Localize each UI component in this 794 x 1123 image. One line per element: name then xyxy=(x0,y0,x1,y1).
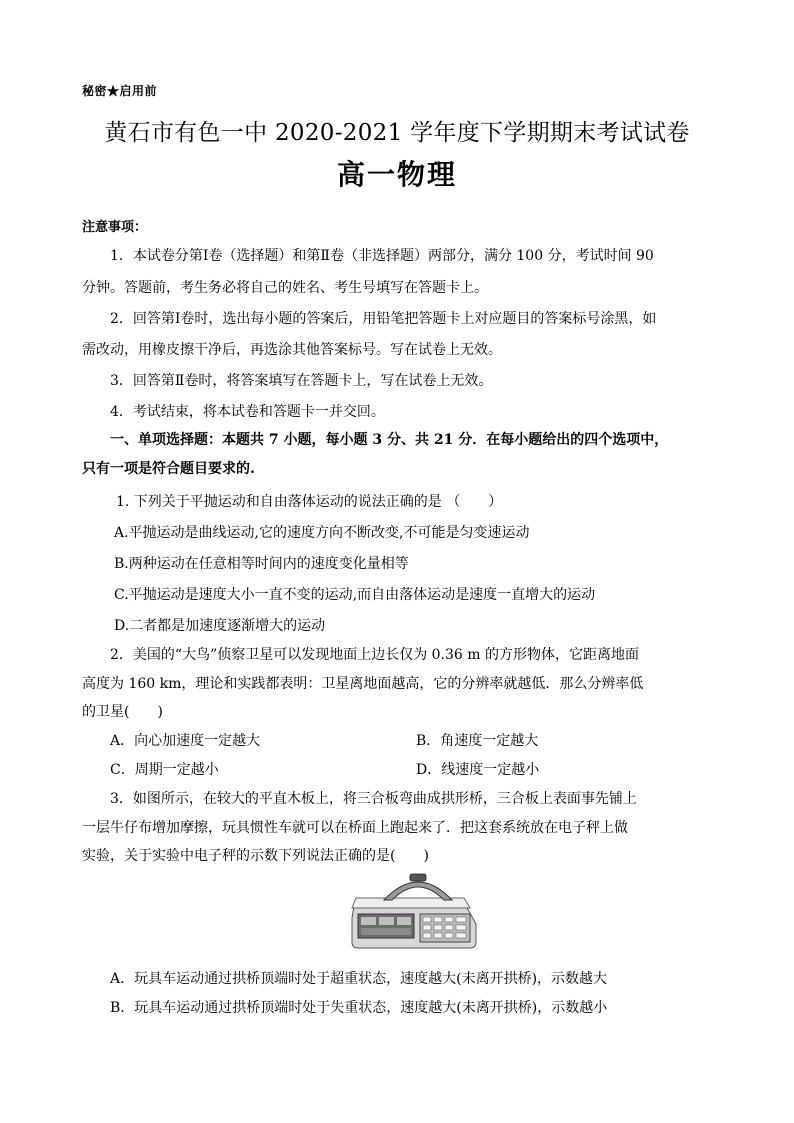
question-1-stem: 1. 下列关于平抛运动和自由落体运动的说法正确的是 （ ） xyxy=(116,494,503,510)
notice-item-4: 4．考试结束，将本试卷和答题卡一并交回。 xyxy=(110,404,385,420)
question-3-line-1: 3．如图所示，在较大的平直木板上，将三合板弯曲成拱形桥，三合板上表面事先铺上 xyxy=(110,791,637,807)
electronic-scale-figure xyxy=(348,868,480,952)
question-2-line-2: 高度为 160 km，理论和实践都表明：卫星离地面越高，它的分辨率就越低．那么分辨率低 xyxy=(82,676,644,692)
question-1-option-c: C.平抛运动是速度大小一直不变的运动,而自由落体运动是速度一直增大的运动 xyxy=(114,587,596,603)
question-2-option-d: D．线速度一定越小 xyxy=(416,762,540,778)
question-2-line-1: 2．美国的“大鸟”侦察卫星可以发现地面上边长仅为 0.36 m 的方形物体，它距离地面 xyxy=(110,647,640,663)
question-3-option-a: A．玩具车运动通过拱桥顶端时处于超重状态，速度越大(未离开拱桥)，示数越大 xyxy=(110,971,608,987)
notice-item-1-line-1: 1．本试卷分第Ⅰ卷（选择题）和第Ⅱ卷（非选择题）两部分，满分 100 分，考试时间 90 xyxy=(110,248,654,264)
question-3-line-2: 一层牛仔布增加摩擦，玩具惯性车就可以在桥面上跑起来了．把这套系统放在电子秤上做 xyxy=(82,820,628,836)
notice-item-2-line-1: 2．回答第Ⅰ卷时，选出每小题的答案后，用铅笔把答题卡上对应题目的答案标号涂黑，如 xyxy=(110,311,657,327)
question-3-option-b: B．玩具车运动通过拱桥顶端时处于失重状态，速度越大(未离开拱桥)，示数越小 xyxy=(110,1000,608,1016)
section-1-heading-line-2: 只有一项是符合题目要求的. xyxy=(82,461,255,477)
question-3-line-3: 实验，关于实验中电子秤的示数下列说法正确的是( ) xyxy=(82,848,429,864)
question-1-option-a: A.平抛运动是曲线运动,它的速度方向不断改变,不可能是匀变速运动 xyxy=(114,525,530,541)
question-1-option-b: B.两种运动在任意相等时间内的速度变化量相等 xyxy=(114,556,409,572)
notice-item-3: 3．回答第Ⅱ卷时，将答案填写在答题卡上，写在试卷上无效。 xyxy=(110,373,493,389)
notice-heading: 注意事项： xyxy=(82,220,148,235)
question-2-option-b: B．角速度一定越大 xyxy=(416,733,539,749)
exam-title: 黄石市有色一中 2020-2021 学年度下学期期末考试试卷 xyxy=(104,120,690,146)
question-1-option-d: D.二者都是加速度逐渐增大的运动 xyxy=(114,618,326,634)
notice-item-2-line-2: 需改动，用橡皮擦干净后，再选涂其他答案标号。写在试卷上无效。 xyxy=(82,342,502,358)
section-1-heading-line-1: 一、单项选择题：本题共 7 小题，每小题 3 分、共 21 分．在每小题给出的四个选项中， xyxy=(110,432,669,448)
question-2-option-a: A．向心加速度一定越大 xyxy=(110,733,261,749)
question-2-line-3: 的卫星( ) xyxy=(82,704,163,720)
secret-label: 秘密★启用前 xyxy=(82,84,158,98)
subject-title: 高一物理 xyxy=(336,158,457,191)
notice-item-1-line-2: 分钟。答题前，考生务必将自己的姓名、考生号填写在答题卡上。 xyxy=(82,280,488,296)
question-2-option-c: C．周期一定越小 xyxy=(110,762,219,778)
